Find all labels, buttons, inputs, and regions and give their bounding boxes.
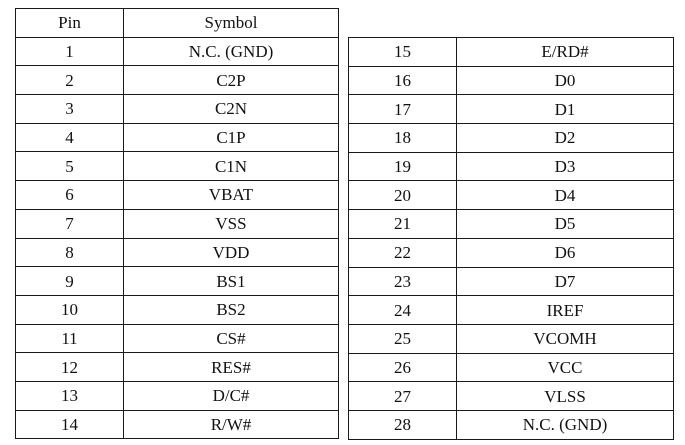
table-row bbox=[16, 123, 339, 152]
table-row bbox=[16, 410, 339, 439]
pin-number: 1 bbox=[16, 37, 124, 66]
pin-symbol: C1P bbox=[124, 123, 339, 152]
pin-table-left bbox=[15, 8, 339, 439]
pin-number: 18 bbox=[349, 124, 457, 153]
pin-number: 3 bbox=[16, 95, 124, 124]
table-row bbox=[349, 238, 674, 267]
pin-symbol: VCOMH bbox=[457, 324, 674, 353]
pin-symbol: D0 bbox=[457, 66, 674, 95]
pin-column-header: Pin bbox=[16, 9, 124, 38]
pin-symbol: C1N bbox=[124, 152, 339, 181]
pin-symbol: D6 bbox=[457, 238, 674, 267]
pin-number: 13 bbox=[16, 381, 124, 410]
pin-number: 9 bbox=[16, 267, 124, 296]
pin-symbol: D5 bbox=[457, 210, 674, 239]
pin-number: 15 bbox=[349, 38, 457, 67]
pin-number: 2 bbox=[16, 66, 124, 95]
pin-symbol: C2P bbox=[124, 66, 339, 95]
table-row bbox=[349, 95, 674, 124]
table-row bbox=[349, 210, 674, 239]
table-row bbox=[349, 382, 674, 411]
pin-number: 28 bbox=[349, 410, 457, 439]
table-row bbox=[16, 267, 339, 296]
pin-number: 12 bbox=[16, 353, 124, 382]
table-row bbox=[16, 238, 339, 267]
pin-symbol: VLSS bbox=[457, 382, 674, 411]
table-row bbox=[16, 381, 339, 410]
table-header-row bbox=[16, 9, 339, 38]
table-row bbox=[16, 353, 339, 382]
pin-number: 11 bbox=[16, 324, 124, 353]
table-row bbox=[349, 181, 674, 210]
pin-symbol: D3 bbox=[457, 152, 674, 181]
pin-symbol: C2N bbox=[124, 95, 339, 124]
table-row bbox=[349, 152, 674, 181]
pin-symbol: D1 bbox=[457, 95, 674, 124]
pin-number: 14 bbox=[16, 410, 124, 439]
table-row bbox=[349, 267, 674, 296]
pin-symbol: IREF bbox=[457, 296, 674, 325]
pin-table-right bbox=[348, 37, 674, 440]
pin-number: 5 bbox=[16, 152, 124, 181]
pin-symbol: VSS bbox=[124, 209, 339, 238]
table-row bbox=[349, 124, 674, 153]
pin-number: 4 bbox=[16, 123, 124, 152]
table-row bbox=[349, 410, 674, 439]
pin-symbol: D/C# bbox=[124, 381, 339, 410]
pin-number: 25 bbox=[349, 324, 457, 353]
table-row bbox=[16, 295, 339, 324]
pin-number: 20 bbox=[349, 181, 457, 210]
pin-symbol: N.C. (GND) bbox=[124, 37, 339, 66]
pin-number: 17 bbox=[349, 95, 457, 124]
table-row bbox=[349, 66, 674, 95]
pin-symbol: BS1 bbox=[124, 267, 339, 296]
table-row bbox=[16, 324, 339, 353]
table-row bbox=[349, 353, 674, 382]
pin-symbol: VCC bbox=[457, 353, 674, 382]
pin-symbol: R/W# bbox=[124, 410, 339, 439]
pin-number: 26 bbox=[349, 353, 457, 382]
pin-number: 21 bbox=[349, 210, 457, 239]
pin-symbol: VDD bbox=[124, 238, 339, 267]
pin-number: 24 bbox=[349, 296, 457, 325]
pin-number: 27 bbox=[349, 382, 457, 411]
table-row bbox=[16, 95, 339, 124]
pin-number: 23 bbox=[349, 267, 457, 296]
table-row bbox=[349, 324, 674, 353]
table-row bbox=[349, 296, 674, 325]
table-row bbox=[349, 38, 674, 67]
pin-number: 19 bbox=[349, 152, 457, 181]
pin-number: 10 bbox=[16, 295, 124, 324]
pin-number: 16 bbox=[349, 66, 457, 95]
pin-symbol: RES# bbox=[124, 353, 339, 382]
table-row bbox=[16, 152, 339, 181]
pin-symbol: VBAT bbox=[124, 181, 339, 210]
pin-number: 7 bbox=[16, 209, 124, 238]
pin-symbol: D2 bbox=[457, 124, 674, 153]
pin-symbol: BS2 bbox=[124, 295, 339, 324]
symbol-column-header: Symbol bbox=[124, 9, 339, 38]
pin-number: 6 bbox=[16, 181, 124, 210]
pin-symbol: E/RD# bbox=[457, 38, 674, 67]
table-row bbox=[16, 37, 339, 66]
pin-number: 22 bbox=[349, 238, 457, 267]
table-row bbox=[16, 209, 339, 238]
pin-number: 8 bbox=[16, 238, 124, 267]
pin-symbol: D4 bbox=[457, 181, 674, 210]
table-row bbox=[16, 66, 339, 95]
pin-symbol: N.C. (GND) bbox=[457, 410, 674, 439]
pin-symbol: D7 bbox=[457, 267, 674, 296]
pin-symbol: CS# bbox=[124, 324, 339, 353]
table-row bbox=[16, 181, 339, 210]
